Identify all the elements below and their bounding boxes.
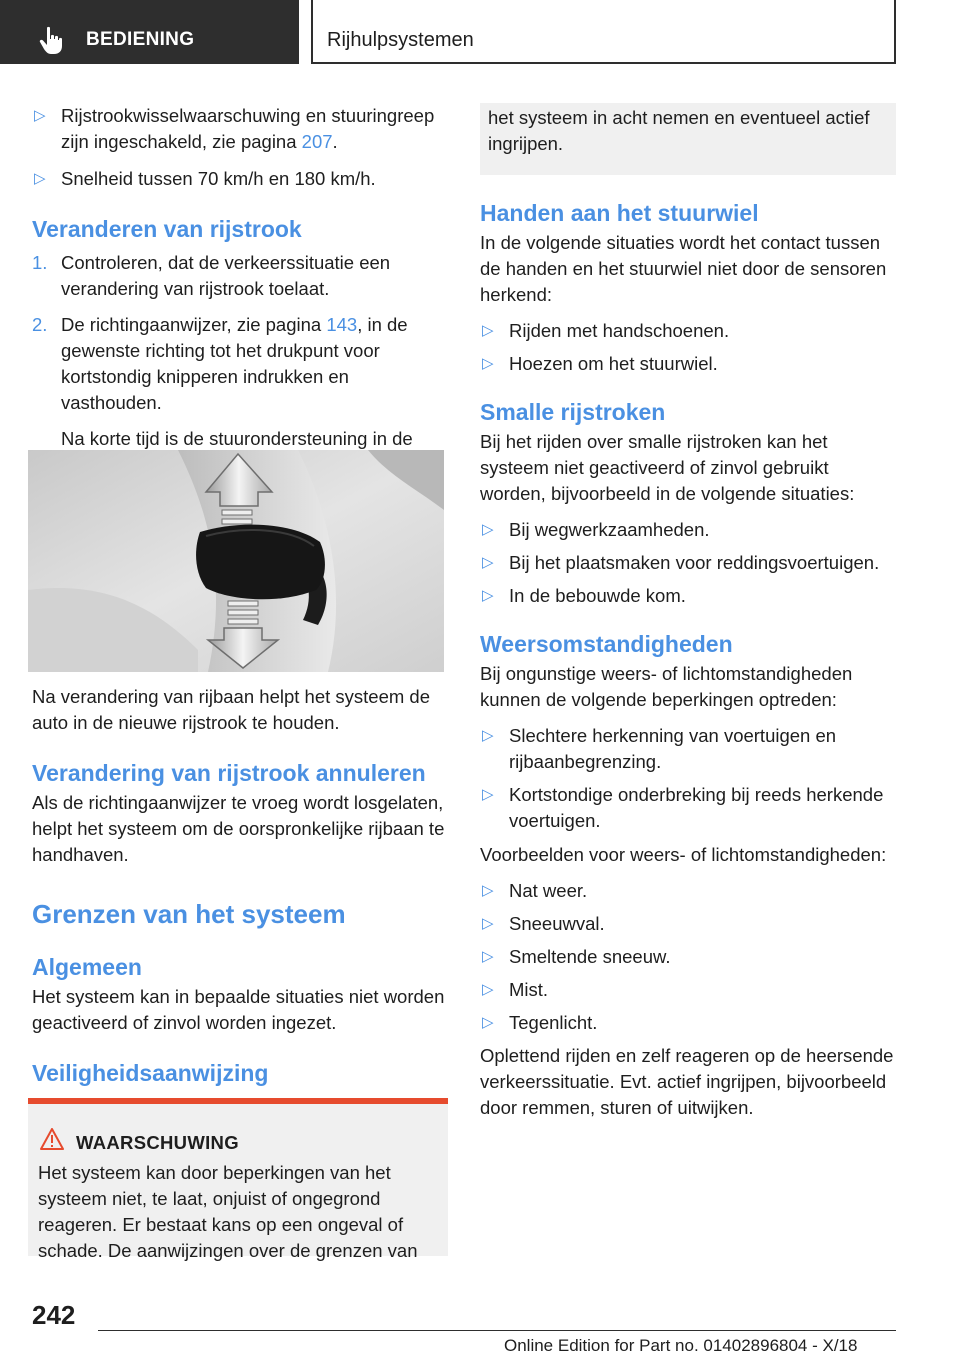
warning-title: WAARSCHUWING [76,1132,239,1153]
step-2-note: Na korte tijd is de stuurondersteuning in de [61,428,413,449]
page-link-207[interactable]: 207 [301,131,333,152]
right-column [480,198,898,1121]
triangle-bullet-icon: ▷ [34,170,46,187]
section-title: BEDIENING [86,29,195,50]
weather-text: Bij ongunstige weers- of lichtomstandigheden kunnen de volgende beperkingen optreden: [480,663,853,710]
triangle-bullet-icon: ▷ [482,521,494,538]
chapter-title: Rijhulpsystemen [327,29,474,51]
triangle-bullet-icon: ▷ [482,786,494,803]
left-column [32,103,446,478]
warning-text: Het systeem kan door beperkingen van het systeem niet, te laat, onjuist of ongegrond reageren. Er bestaat kans op een ongeval of schade. De aanwijzingen over de grenzen van [38,1162,418,1261]
closing-text: Oplettend rijden en zelf reageren op de heersende verkeerssituatie. Evt. actief ingrijpen, bijvoorbeeld door remmen, sturen of uitwijken. [480,1045,894,1118]
heading-weather: Weersomstandigheden [480,631,733,657]
triangle-bullet-icon: ▷ [482,882,494,899]
hand-pointer-icon [38,26,66,56]
list-item: ▷ In de bebouwde kom. [480,583,898,609]
list-item: ▷ Bij het plaatsmaken voor reddingsvoertuigen. [480,550,898,576]
heading-general: Algemeen [32,954,142,980]
narrow-text: Bij het rijden over smalle rijstroken kan het systeem niet geactiveerd of zinvol gebruikt worden, bijvoorbeeld in de volgende situaties: [480,431,855,504]
triangle-bullet-icon: ▷ [482,727,494,744]
heading-change-lane: Veranderen van rijstrook [32,216,302,242]
edition-footer: Online Edition for Part no. 01402896804 - X/18 [504,1336,858,1355]
footer-divider [98,1330,896,1331]
triangle-bullet-icon: ▷ [482,587,494,604]
turn-signal-lever-image [28,450,444,672]
warning-triangle-icon [40,1128,64,1150]
list-item: ▷ Rijstrookwisselwaarschuwing en stuuringreep zijn ingeschakeld, zie pagina 207. [34,105,435,152]
section-header [0,0,299,64]
list-item: ▷ Rijden met handschoenen. [480,318,898,344]
step-2: 2. De richtingaanwijzer, zie pagina 143, in de gewenste richting tot het drukpunt voor kortstondig knipperen indrukken en vasthouden. [32,314,408,413]
list-item: ▷ Nat weer. [480,878,898,904]
triangle-bullet-icon: ▷ [482,554,494,571]
warning-box-continued [480,103,896,175]
general-text: Het systeem kan in bepaalde situaties niet worden geactiveerd of zinvol worden ingezet. [32,986,445,1033]
triangle-bullet-icon: ▷ [482,981,494,998]
left-column-lower [32,684,446,1088]
list-item: ▷ Hoezen om het stuurwiel. [480,351,898,377]
lever-illustration [28,450,444,672]
page-number: 242 [32,1300,76,1330]
warning-box [28,1098,448,1261]
triangle-bullet-icon: ▷ [482,915,494,932]
cancel-text: Als de richtingaanwijzer te vroeg wordt losgelaten, helpt het systeem om de oorspronkelijke rijbaan te handhaven. [32,792,445,865]
triangle-bullet-icon: ▷ [482,322,494,339]
triangle-bullet-icon: ▷ [482,355,494,372]
heading-hands-on-wheel: Handen aan het stuurwiel [480,200,759,226]
after-lane-change-text: Na verandering van rijbaan helpt het systeem de auto in de nieuwe rijstrook te houden. [32,686,430,733]
list-item: ▷ Snelheid tussen 70 km/h en 180 km/h. [32,166,446,192]
list-item: ▷ Slechtere herkenning van voertuigen en rijbaanbegrenzing. [482,725,837,772]
warning-text-continued: het systeem in acht nemen en eventueel actief ingrijpen. [488,107,870,154]
list-item: ▷ Mist. [480,977,898,1003]
triangle-bullet-icon: ▷ [34,107,46,124]
step-1: 1. Controleren, dat de verkeerssituatie een verandering van rijstrook toelaat. [32,252,391,299]
list-item: ▷ Smeltende sneeuw. [480,944,898,970]
list-item: ▷ Bij wegwerkzaamheden. [480,517,898,543]
hands-text: In de volgende situaties wordt het contact tussen de handen en het stuurwiel niet door de sensoren herkend: [480,232,887,305]
list-item: ▷ Sneeuwval. [480,911,898,937]
examples-text: Voorbeelden voor weers- of lichtomstandigheden: [480,844,887,865]
list-item: ▷ Kortstondige onderbreking bij reeds herkende voertuigen. [482,784,884,831]
triangle-bullet-icon: ▷ [482,948,494,965]
list-item: ▷ Tegenlicht. [480,1010,898,1036]
heading-safety: Veiligheidsaanwijzing [32,1060,269,1086]
heading-narrow-lanes: Smalle rijstroken [480,399,666,425]
heading-cancel-lane-change: Verandering van rijstrook annuleren [32,760,426,786]
page-link-143[interactable]: 143 [326,314,358,335]
triangle-bullet-icon: ▷ [482,1014,494,1031]
breadcrumb [311,0,896,64]
heading-system-limits: Grenzen van het systeem [32,899,346,929]
